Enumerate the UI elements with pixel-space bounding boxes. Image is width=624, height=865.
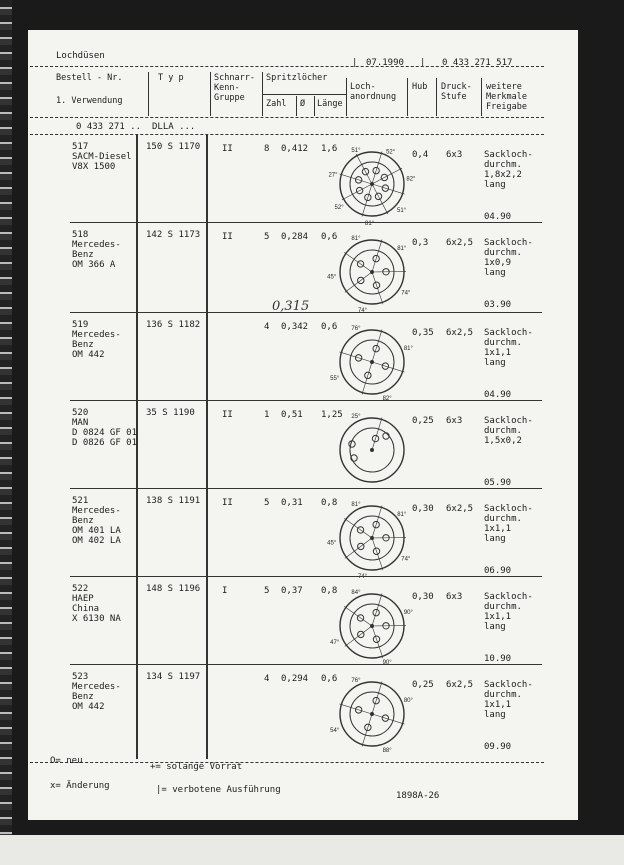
schnarr-group: I [222, 586, 228, 596]
hole-axis [362, 184, 372, 216]
scan-edge-left [0, 0, 12, 865]
angle-label: 25° [351, 413, 361, 420]
hole-diameter: 0,294 [281, 674, 309, 684]
col-weitere: weitere Merkmale Freigabe [486, 82, 527, 112]
legend-vorrat: += solange Vorrat [150, 762, 243, 772]
hole-axis [372, 682, 382, 714]
hole-length: 0,6 [321, 322, 338, 332]
hole-diameter: 0,412 [281, 144, 309, 154]
hole-count: 1 [264, 410, 270, 420]
angle-label: 52° [334, 205, 344, 212]
nozzle-type: 148 S 1196 [146, 584, 201, 594]
rule-header [30, 117, 544, 118]
release-date: 10.90 [484, 654, 512, 664]
hole-count: 5 [264, 498, 270, 508]
features: Sackloch- durchm. 1x1,1 lang [484, 504, 533, 544]
hdr-vline [436, 78, 437, 116]
hole-length: 0,8 [321, 498, 338, 508]
first-use: HAEP China X 6130 NA [72, 594, 121, 624]
hole-length: 0,8 [321, 586, 338, 596]
angle-label: 88° [382, 748, 392, 755]
hole-axis [340, 352, 372, 362]
angle-label: 74° [357, 308, 368, 315]
pressure-stage: 6x2,5 [446, 238, 474, 248]
hdr-vline [210, 72, 211, 116]
nozzle-type: 35 S 1190 [146, 408, 195, 418]
row-separator [70, 664, 542, 665]
angle-label: 82° [406, 176, 416, 183]
features: Sackloch- durchm. 1x1,1 lang [484, 328, 533, 368]
doc-date: 07.1990 [366, 58, 404, 68]
pressure-stage: 6x2,5 [446, 504, 474, 514]
angle-label: 51° [397, 208, 407, 215]
hole-axis [372, 506, 382, 538]
hole-arrangement-diagram [317, 229, 427, 315]
hole-axis [372, 330, 382, 362]
hole-axis [372, 240, 382, 272]
col-typ: T y p [158, 73, 184, 83]
row-separator [70, 400, 542, 401]
pressure-stage: 6x2,5 [446, 328, 474, 338]
col-spritz: Spritzlöcher [266, 73, 328, 83]
hole-count: 5 [264, 586, 270, 596]
hole-axis [340, 704, 372, 714]
angle-label: 90° [403, 610, 413, 617]
nozzle-type: 138 S 1191 [146, 496, 201, 506]
order-number: 518 [72, 230, 89, 240]
doc-number: 0 433 271 517 [442, 58, 513, 68]
angle-label: 74° [401, 556, 411, 563]
hole-axis [372, 418, 382, 450]
release-date: 05.90 [484, 478, 512, 488]
legend-verboten: |= verbotene Ausführung [156, 785, 281, 795]
schnarr-group: II [222, 410, 233, 420]
row-separator [70, 222, 542, 223]
hole-length: 0,6 [321, 674, 338, 684]
doc-sep-1: | [352, 58, 358, 68]
release-date: 04.90 [484, 212, 512, 222]
hole-axis [372, 184, 404, 194]
release-date: 06.90 [484, 566, 512, 576]
col-hub: Hub [412, 82, 428, 92]
hole-axis [372, 184, 388, 214]
stroke: 0,30 [412, 504, 434, 514]
angle-label: 45° [327, 274, 337, 281]
stroke: 0,3 [412, 238, 429, 248]
hole-diameter: 0,342 [281, 322, 309, 332]
center-mark [370, 536, 374, 540]
doc-title: Lochdüsen [56, 51, 105, 61]
spray-hole [383, 433, 389, 439]
row-separator [70, 488, 542, 489]
hole-axis [372, 168, 402, 184]
hole-arrangement-diagram [317, 671, 427, 757]
prefix-number: 0 433 271 .. [76, 122, 142, 132]
release-date: 04.90 [484, 390, 512, 400]
hole-axis [340, 174, 372, 184]
col-schnarr: Schnarr- Kenn- Gruppe [214, 73, 255, 103]
hole-count: 4 [264, 322, 270, 332]
hole-diameter: 0,37 [281, 586, 303, 596]
hole-count: 5 [264, 232, 270, 242]
angle-label: 51° [351, 147, 361, 154]
first-use: Mercedes- Benz OM 366 A [72, 240, 121, 270]
release-date: 03.90 [484, 300, 512, 310]
angle-label: 47° [330, 639, 340, 646]
hole-arrangement-diagram [317, 141, 427, 227]
hole-axis [372, 272, 383, 304]
angle-label: 81° [397, 246, 407, 253]
release-date: 09.90 [484, 742, 512, 752]
order-number: 521 [72, 496, 89, 506]
pressure-stage: 6x3 [446, 150, 463, 160]
first-use: Mercedes- Benz OM 442 [72, 682, 121, 712]
nozzle-type: 136 S 1182 [146, 320, 201, 330]
hole-arrangement-diagram [317, 319, 427, 405]
col-laenge: Länge [317, 99, 343, 109]
angle-label: 81° [397, 512, 407, 519]
angle-label: 81° [351, 501, 361, 508]
hole-count: 8 [264, 144, 270, 154]
hole-count: 4 [264, 674, 270, 684]
hole-axis [356, 154, 372, 184]
angle-label: 80° [403, 698, 413, 705]
typ-prefix: DLLA ... [152, 122, 196, 132]
nozzle-type: 142 S 1173 [146, 230, 201, 240]
stroke: 0,4 [412, 150, 429, 160]
angle-label: 54° [330, 727, 340, 734]
hole-axis [372, 362, 404, 372]
hdr-vline [481, 78, 482, 116]
hole-length: 0,6 [321, 232, 338, 242]
angle-label: 74° [401, 290, 411, 297]
features: Sackloch- durchm. 1,5x0,2 [484, 416, 533, 446]
hole-diameter: 0,51 [281, 410, 303, 420]
first-use: Mercedes- Benz OM 442 [72, 330, 121, 360]
center-mark [370, 360, 374, 364]
nozzle-type: 150 S 1170 [146, 142, 201, 152]
pressure-stage: 6x2,5 [446, 680, 474, 690]
center-mark [370, 182, 374, 186]
features: Sackloch- durchm. 1x0,9 lang [484, 238, 533, 278]
rule-top [30, 66, 544, 67]
angle-label: 81° [365, 220, 375, 227]
table-vline-main [206, 134, 208, 759]
hdr-vline [346, 78, 347, 116]
stroke: 0,35 [412, 328, 434, 338]
col-druck: Druck- Stufe [441, 82, 472, 102]
center-mark [370, 712, 374, 716]
hole-arrangement-diagram [317, 407, 427, 493]
nozzle-type: 134 S 1197 [146, 672, 201, 682]
angle-label: 90° [382, 660, 392, 667]
first-use: SACM-Diesel V8X 1500 [72, 152, 132, 172]
hole-axis [372, 152, 382, 184]
hole-axis [342, 184, 372, 200]
scan-edge-bottom [0, 835, 624, 865]
angle-label: 81° [403, 346, 413, 353]
center-mark [370, 270, 374, 274]
features: Sackloch- durchm. 1x1,1 lang [484, 680, 533, 720]
schnarr-group: II [222, 144, 233, 154]
angle-label: 55° [330, 375, 340, 382]
col-bestell: Bestell - Nr. [56, 73, 123, 83]
doc-sep-2: | [420, 58, 426, 68]
angle-label: 52° [386, 149, 396, 156]
legend-aenderung: x= Änderung [50, 781, 110, 791]
hole-axis [372, 714, 404, 724]
stroke: 0,25 [412, 416, 434, 426]
angle-label: 74° [357, 574, 368, 581]
col-verwendung: 1. Verwendung [56, 96, 123, 106]
legend-neu: O= neu [50, 756, 83, 766]
angle-label: 82° [382, 396, 392, 403]
angle-label: 84° [351, 589, 361, 596]
first-use: Mercedes- Benz OM 401 LA OM 402 LA [72, 506, 121, 546]
doc-code: 1898A-26 [396, 791, 440, 801]
first-use: MAN D 0824 GF 01 D 0826 GF 01 [72, 418, 138, 448]
hole-arrangement-diagram [317, 583, 427, 669]
center-mark [370, 448, 374, 452]
hole-diameter: 0,284 [281, 232, 309, 242]
col-zahl: Zahl [266, 99, 287, 109]
hole-length: 1,25 [321, 410, 343, 420]
order-number: 519 [72, 320, 89, 330]
hole-diameter: 0,31 [281, 498, 303, 508]
hole-axis [362, 362, 372, 394]
hole-axis [372, 626, 383, 658]
hdr-vline [314, 96, 315, 116]
angle-label: 76° [351, 677, 361, 684]
hdr-vline [407, 78, 408, 116]
hole-axis [362, 714, 372, 746]
order-number: 520 [72, 408, 89, 418]
features: Sackloch- durchm. 1x1,1 lang [484, 592, 533, 632]
angle-label: 27° [328, 172, 338, 179]
stroke: 0,25 [412, 680, 434, 690]
center-mark [370, 624, 374, 628]
hole-axis [372, 538, 383, 570]
hdr-vline [148, 72, 149, 116]
handwritten-note: 0,315 [272, 299, 310, 314]
rule-footer [30, 762, 544, 763]
hole-length: 1,6 [321, 144, 338, 154]
features: Sackloch- durchm. 1,8x2,2 lang [484, 150, 533, 190]
angle-label: 45° [327, 540, 337, 547]
col-loch: Loch- anordnung [350, 82, 397, 102]
schnarr-group: II [222, 232, 233, 242]
rule-subheader [30, 134, 544, 135]
pressure-stage: 6x3 [446, 416, 463, 426]
angle-label: 81° [351, 235, 361, 242]
col-dia: Ø [300, 99, 306, 109]
hdr-hline [262, 94, 346, 95]
hole-arrangement-diagram [317, 495, 427, 581]
row-separator [70, 576, 542, 577]
hdr-vline [296, 96, 297, 116]
order-number: 522 [72, 584, 89, 594]
stroke: 0,30 [412, 592, 434, 602]
order-number: 523 [72, 672, 89, 682]
angle-label: 76° [351, 325, 361, 332]
schnarr-group: II [222, 498, 233, 508]
hole-axis [372, 594, 382, 626]
order-number: 517 [72, 142, 89, 152]
pressure-stage: 6x3 [446, 592, 463, 602]
